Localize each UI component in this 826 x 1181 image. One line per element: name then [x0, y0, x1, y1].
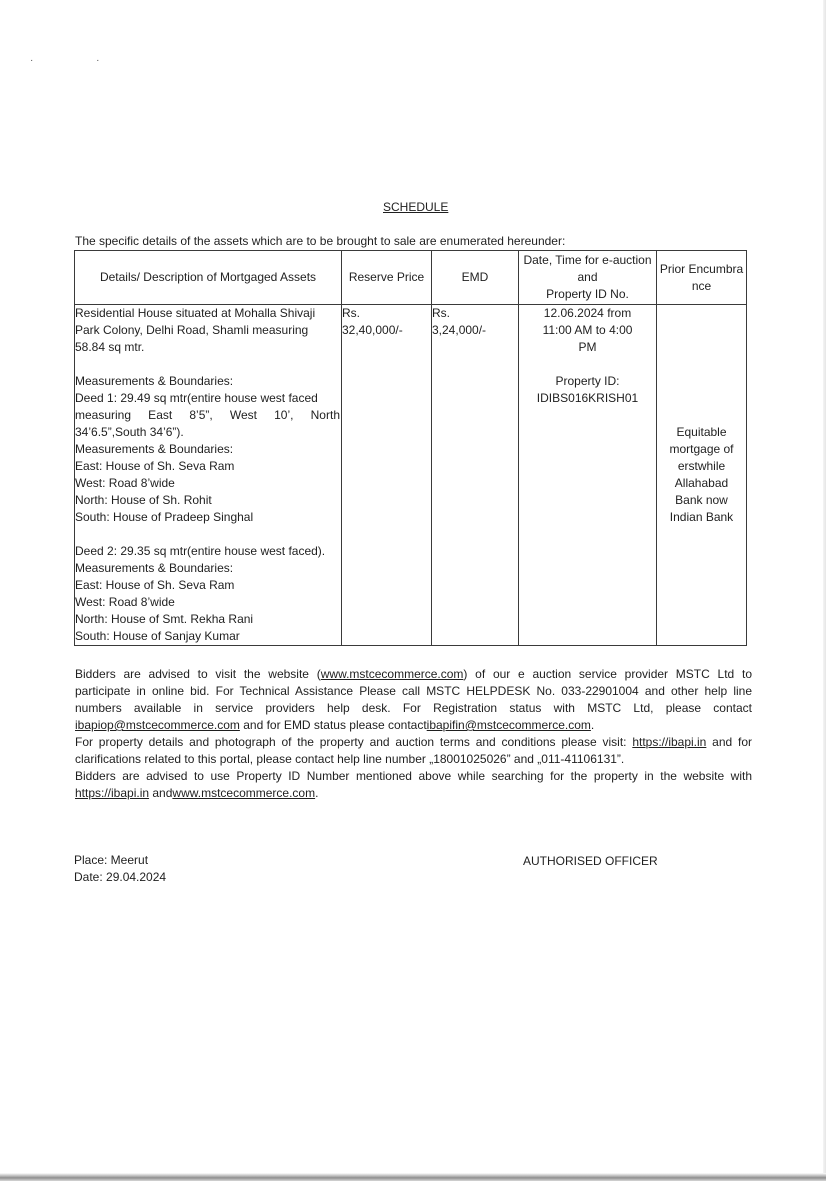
- header-date-line3: Property ID No.: [546, 287, 629, 301]
- reserve-price-cell: [342, 305, 432, 646]
- prior-line: mortgage of: [669, 442, 734, 456]
- details-line: Park Colony, Delhi Road, Shamli measuring: [75, 323, 309, 337]
- mstc-link[interactable]: www.mstcecommerce.com: [320, 667, 464, 681]
- prior-line: erstwhile: [677, 459, 726, 473]
- header-details: Details/ Description of Mortgaged Assets: [75, 251, 342, 305]
- header-prior-line1: Prior Encumbra: [659, 261, 744, 276]
- auction-date-line: 12.06.2024 from: [543, 306, 632, 320]
- details-line: East: House of Sh. Seva Ram: [75, 459, 235, 473]
- details-line: Measurements & Boundaries:: [75, 374, 234, 388]
- prior-line: Bank now: [675, 493, 728, 507]
- header-date-line2: and: [577, 270, 598, 284]
- para-line: participate in online bid. For Technical Assistance Please call MSTC HELPDESK No. 033-22901004 and other help line: [75, 684, 752, 698]
- table-header-row: [75, 251, 747, 305]
- auction-time-line: PM: [578, 340, 597, 354]
- details-line: West: Road 8’wide: [75, 476, 175, 490]
- prior-encumbrance-cell: [657, 305, 747, 646]
- para-line: ibapiop@mstcecommerce.com and for EMD status please contactibapifin@mstcecommerce.com.: [75, 718, 595, 732]
- ibapi-link[interactable]: https://ibapi.in: [75, 786, 150, 800]
- schedule-heading: SCHEDULE: [383, 200, 449, 214]
- mstc-link[interactable]: www.mstcecommerce.com: [172, 786, 316, 800]
- para-line: https://ibapi.in andwww.mstcecommerce.com.: [75, 786, 319, 800]
- place-text: Place: Meerut: [74, 853, 149, 867]
- header-date-time: [519, 251, 657, 305]
- details-line: Residential House situated at Mohalla Shivaji: [75, 306, 316, 320]
- details-line: North: House of Smt. Rekha Rani: [75, 612, 254, 626]
- details-line: South: House of Sanjay Kumar: [75, 629, 240, 643]
- place-date-block: [74, 852, 166, 886]
- property-details-paragraph: [75, 734, 752, 768]
- para-line: Bidders are advised to use Property ID Number mentioned above while searching for the property in the website with: [75, 769, 752, 783]
- details-line: 58.84 sq mtr.: [75, 340, 145, 354]
- details-line: South: House of Pradeep Singhal: [75, 510, 254, 524]
- authorised-officer-text: AUTHORISED OFFICER: [523, 854, 658, 868]
- emd-label: Rs.: [432, 306, 450, 320]
- page-edge-bottom: [0, 1173, 826, 1181]
- reserve-price-label: Rs.: [342, 306, 360, 320]
- para-line: clarifications related to this portal, please contact help line number „18001025026” and „011-41106131”.: [75, 752, 625, 766]
- details-line: Deed 2: 29.35 sq mtr(entire house west faced).: [75, 544, 326, 558]
- para-line: Bidders are advised to visit the website (www.mstcecommerce.com) of our e auction service provider MSTC Ltd to: [75, 667, 752, 681]
- reserve-price-value: 32,40,000/-: [342, 323, 403, 337]
- ibapi-link[interactable]: https://ibapi.in: [632, 735, 707, 749]
- prior-line: Equitable: [676, 425, 727, 439]
- emd-value: 3,24,000/-: [432, 323, 487, 337]
- details-line: Measurements & Boundaries:: [75, 442, 234, 456]
- prior-encumbrance-text: [657, 305, 746, 526]
- auction-time-line: 11:00 AM to 4:00: [542, 323, 633, 337]
- details-line: West: Road 8’wide: [75, 595, 175, 609]
- property-id-paragraph: [75, 768, 752, 802]
- header-date-line1: Date, Time for e-auction: [523, 253, 652, 267]
- ibapifin-email-link[interactable]: ibapifin@mstcecommerce.com: [426, 718, 591, 732]
- header-prior-line2: nce: [691, 278, 712, 293]
- emd-cell: [432, 305, 519, 646]
- scan-specks: · ·: [30, 55, 130, 66]
- details-line: measuring East 8’5”, West 10’, North: [75, 408, 340, 422]
- property-id-value: IDIBS016KRISH01: [536, 391, 639, 405]
- bidders-advice-paragraph: [75, 666, 752, 734]
- prior-line: Indian Bank: [669, 510, 734, 524]
- details-line: Deed 1: 29.49 sq mtr(entire house west faced: [75, 391, 318, 405]
- property-id-label: Property ID:: [555, 374, 620, 388]
- details-line: East: House of Sh. Seva Ram: [75, 578, 235, 592]
- intro-text: The specific details of the assets which are to be brought to sale are enumerated hereunder:: [75, 234, 566, 248]
- table-row: [75, 305, 747, 646]
- prior-line: Allahabad: [674, 476, 729, 490]
- header-emd: EMD: [432, 251, 519, 305]
- date-text: Date: 29.04.2024: [74, 870, 167, 884]
- para-line: numbers available in service providers help desk. For Registration status with MSTC Ltd, please contact: [75, 701, 752, 715]
- ibapiop-email-link[interactable]: ibapiop@mstcecommerce.com: [75, 718, 240, 732]
- header-reserve-price: Reserve Price: [342, 251, 432, 305]
- details-line: 34’6.5”,South 34’6”).: [75, 425, 184, 439]
- schedule-table: [74, 250, 747, 646]
- details-line: North: House of Sh. Rohit: [75, 493, 212, 507]
- auction-date-cell: [519, 305, 657, 646]
- header-prior-encumbrance: [657, 251, 747, 305]
- para-line: For property details and photograph of the property and auction terms and conditions please visit: https://ibapi.in and for: [75, 735, 752, 749]
- details-cell: [75, 305, 342, 646]
- details-line: Measurements & Boundaries:: [75, 561, 234, 575]
